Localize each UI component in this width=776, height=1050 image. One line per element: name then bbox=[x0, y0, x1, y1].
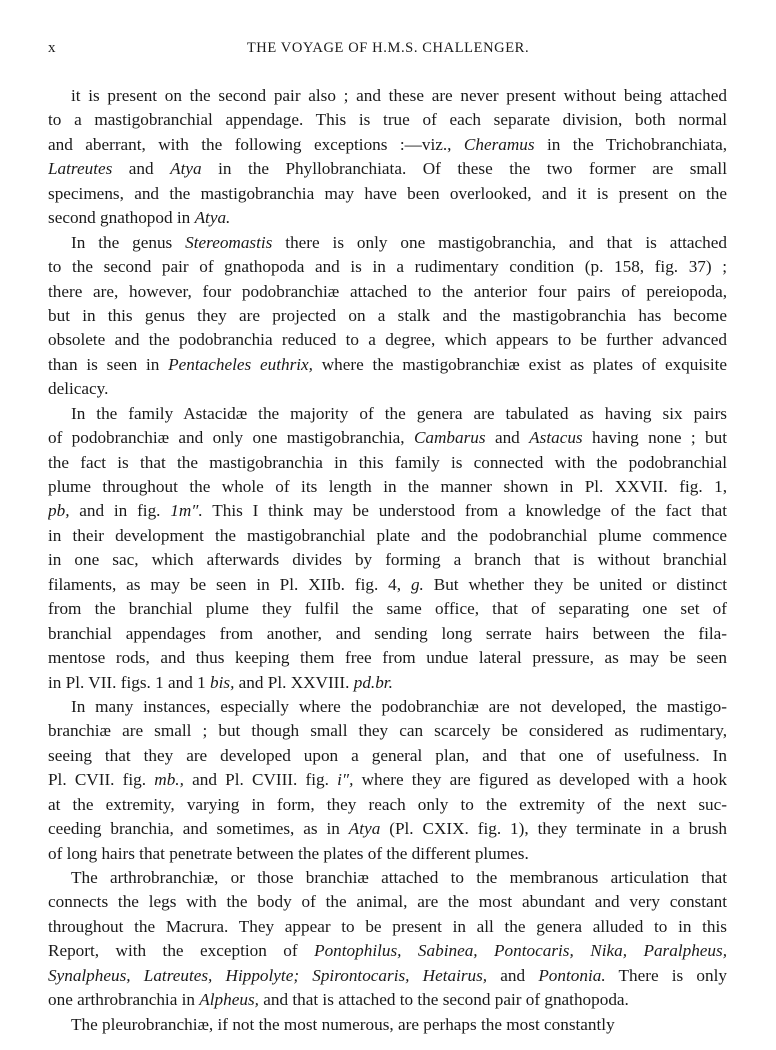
text-line bbox=[48, 842, 727, 866]
text-run: The pleurobranchiæ, if not the most numerous, are perhaps the most constantly bbox=[71, 1014, 615, 1034]
text-run: In many instances, especially where the podobranchiæ are not developed, the mastigo- bbox=[71, 696, 727, 716]
text-run: branchial appendages from another, and sending long serrate hairs between the fila- bbox=[48, 623, 727, 643]
running-title: THE VOYAGE OF H.M.S. CHALLENGER. bbox=[246, 40, 530, 56]
text-line bbox=[48, 744, 727, 768]
italic-run: mb., bbox=[154, 770, 184, 790]
text-run: than is seen in bbox=[48, 354, 169, 374]
text-run: from the branchial plume they fulfil the same office, that of separating one set of bbox=[48, 599, 727, 619]
text-line bbox=[48, 695, 727, 719]
italic-run: Latreutes bbox=[48, 159, 113, 179]
text-run: but in this genus they are projected on a stalk and the mastigobranchia has become bbox=[48, 305, 727, 325]
text-run: specimens, and the mastigobranchia may have been overlooked, and it is present on the bbox=[48, 183, 727, 203]
text-line bbox=[48, 524, 727, 548]
text-line bbox=[48, 377, 727, 401]
text-run: and in fig. bbox=[69, 501, 171, 521]
text-line bbox=[48, 988, 727, 1012]
text-run: there is only one mastigobranchia, and that is attached bbox=[272, 232, 727, 252]
text-line bbox=[48, 939, 727, 963]
text-line bbox=[48, 793, 727, 817]
italic-run: Atya bbox=[170, 159, 202, 179]
italic-run: Cambarus bbox=[413, 428, 486, 448]
italic-run: Pontophilus, Sabinea, Pontocaris, Nika, Paralpheus, bbox=[314, 941, 727, 961]
text-line bbox=[48, 597, 727, 621]
text-run: second gnathopod in bbox=[48, 208, 195, 228]
italic-run: g. bbox=[410, 574, 424, 594]
text-line bbox=[48, 426, 727, 450]
text-run: (Pl. CXIX. fig. 1), they terminate in a brush bbox=[380, 819, 727, 839]
text-run: in their development the mastigobranchial plate and the podobranchial plume commence bbox=[48, 525, 727, 545]
text-run: of long hairs that penetrate between the plates of the different plumes. bbox=[48, 843, 529, 863]
text-run: delicacy. bbox=[48, 379, 109, 399]
italic-run: Cheramus bbox=[463, 134, 535, 154]
italic-run: Pentacheles euthrix, bbox=[168, 354, 313, 374]
italic-run: Synalpheus, Latreutes, Hippolyte; Spirontocaris, Hetairus, bbox=[48, 965, 488, 985]
page-number: x bbox=[48, 40, 56, 56]
text-line bbox=[48, 280, 727, 304]
text-line bbox=[48, 499, 727, 523]
text-run: mentose rods, and thus keeping them free from undue lateral pressure, as may be seen bbox=[48, 648, 727, 668]
text-run: There is only bbox=[605, 965, 727, 985]
text-line bbox=[48, 402, 727, 426]
italic-run: Pontonia. bbox=[538, 965, 606, 985]
text-line bbox=[48, 304, 727, 328]
paragraph bbox=[48, 231, 727, 402]
italic-run: Stereomastis bbox=[185, 232, 273, 252]
italic-run: bis, bbox=[210, 672, 235, 692]
text-run: to a mastigobranchial appendage. This is true of each separate division, both normal bbox=[48, 110, 727, 130]
text-line bbox=[48, 866, 727, 890]
paragraph bbox=[48, 866, 727, 1013]
text-line bbox=[48, 475, 727, 499]
text-run: where they are figured as developed with a hook bbox=[353, 770, 727, 790]
text-line bbox=[48, 231, 727, 255]
text-run: In the family Astacidæ the majority of the genera are tabulated as having six pairs bbox=[71, 403, 727, 423]
text-line bbox=[48, 182, 727, 206]
paragraph bbox=[48, 84, 727, 231]
text-run: in one sac, which afterwards divides by forming a branch that is without branchial bbox=[48, 550, 727, 570]
text-run: Report, with the exception of bbox=[48, 941, 315, 961]
text-line bbox=[48, 964, 727, 988]
text-line bbox=[48, 719, 727, 743]
italic-run: Astacus bbox=[529, 428, 583, 448]
text-run: ceeding branchia, and sometimes, as in bbox=[48, 819, 349, 839]
italic-run: Alpheus, bbox=[199, 990, 259, 1010]
text-run: where the mastigobranchiæ exist as plates of exquisite bbox=[312, 354, 727, 374]
text-line bbox=[48, 108, 727, 132]
text-run: seeing that they are developed upon a general plan, and that one of usefulness. In bbox=[48, 745, 727, 765]
italic-run: 1m″. bbox=[170, 501, 203, 521]
text-line bbox=[48, 1013, 727, 1037]
text-run: having none ; but bbox=[582, 428, 727, 448]
text-line bbox=[48, 768, 727, 792]
text-run: to the second pair of gnathopoda and is in a rudimentary condition (p. 158, fig. 37) ; bbox=[48, 257, 727, 277]
text-run: filaments, as may be seen in Pl. XIIb. fig. 4, bbox=[48, 574, 411, 594]
text-line bbox=[48, 622, 727, 646]
text-run: in the Trichobranchiata, bbox=[534, 134, 727, 154]
text-line bbox=[48, 157, 727, 181]
text-line bbox=[48, 573, 727, 597]
text-run: Pl. CVII. fig. bbox=[48, 770, 155, 790]
text-run: obsolete and the podobranchia reduced to a degree, which appears to be further advanced bbox=[48, 330, 727, 350]
italic-run: Atya. bbox=[194, 208, 231, 228]
text-run: and bbox=[487, 965, 539, 985]
text-run: The arthrobranchiæ, or those branchiæ attached to the membranous articulation that bbox=[71, 868, 727, 887]
text-line bbox=[48, 671, 727, 695]
italic-run: pd.br. bbox=[353, 672, 393, 692]
text-run: throughout the Macrura. They appear to be present in all the genera alluded to in this bbox=[48, 916, 727, 936]
text-run: there are, however, four podobranchiæ attached to the anterior four pairs of pereiopoda, bbox=[48, 281, 727, 301]
text-line bbox=[48, 255, 727, 279]
text-line bbox=[48, 915, 727, 939]
text-line bbox=[48, 817, 727, 841]
paragraph bbox=[48, 402, 727, 695]
text-line bbox=[48, 548, 727, 572]
text-run: But whether they be united or distinct bbox=[423, 574, 727, 594]
text-run: the fact is that the mastigobranchia in this family is connected with the podobranchial bbox=[48, 452, 727, 472]
text-run: This I think may be understood from a knowledge of the fact that bbox=[202, 501, 727, 521]
text-run: and bbox=[485, 428, 530, 448]
page-header bbox=[48, 40, 728, 62]
text-run: it is present on the second pair also ; and these are never present without being attached bbox=[71, 86, 727, 105]
text-line bbox=[48, 353, 727, 377]
italic-run: i″, bbox=[337, 770, 354, 790]
text-run: and Pl. CVIII. fig. bbox=[183, 770, 338, 790]
text-line bbox=[48, 646, 727, 670]
text-run: plume throughout the whole of its length in the manner shown in Pl. XXVII. fig. 1, bbox=[48, 477, 727, 496]
text-run: in the Phyllobranchiata. Of these the two former are small bbox=[201, 159, 727, 179]
text-run: one arthrobranchia in bbox=[48, 990, 200, 1010]
text-run: In the genus bbox=[71, 232, 186, 252]
text-line bbox=[48, 84, 727, 108]
text-line bbox=[48, 328, 727, 352]
text-run: branchiæ are small ; but though small they can scarcely be considered as rudimentary, bbox=[48, 721, 727, 741]
body-text bbox=[48, 84, 727, 1037]
text-run: at the extremity, varying in form, they reach only to the extremity of the next suc- bbox=[48, 794, 727, 814]
text-line bbox=[48, 206, 727, 230]
text-run: in Pl. VII. figs. 1 and 1 bbox=[48, 672, 211, 692]
text-line bbox=[48, 133, 727, 157]
paragraph bbox=[48, 695, 727, 866]
text-run: and Pl. XXVIII. bbox=[234, 672, 354, 692]
italic-run: pb, bbox=[48, 501, 70, 521]
text-run: and that is attached to the second pair of gnathopoda. bbox=[258, 990, 629, 1010]
text-line bbox=[48, 890, 727, 914]
text-run: of podobranchiæ and only one mastigobranchia, bbox=[48, 428, 414, 448]
italic-run: Atya bbox=[348, 819, 381, 839]
text-line bbox=[48, 451, 727, 475]
text-run: connects the legs with the body of the animal, are the most abundant and very constant bbox=[48, 892, 727, 912]
text-run: and bbox=[112, 159, 171, 179]
paragraph bbox=[48, 1013, 727, 1037]
text-run: and aberrant, with the following exceptions :—viz., bbox=[48, 134, 464, 154]
